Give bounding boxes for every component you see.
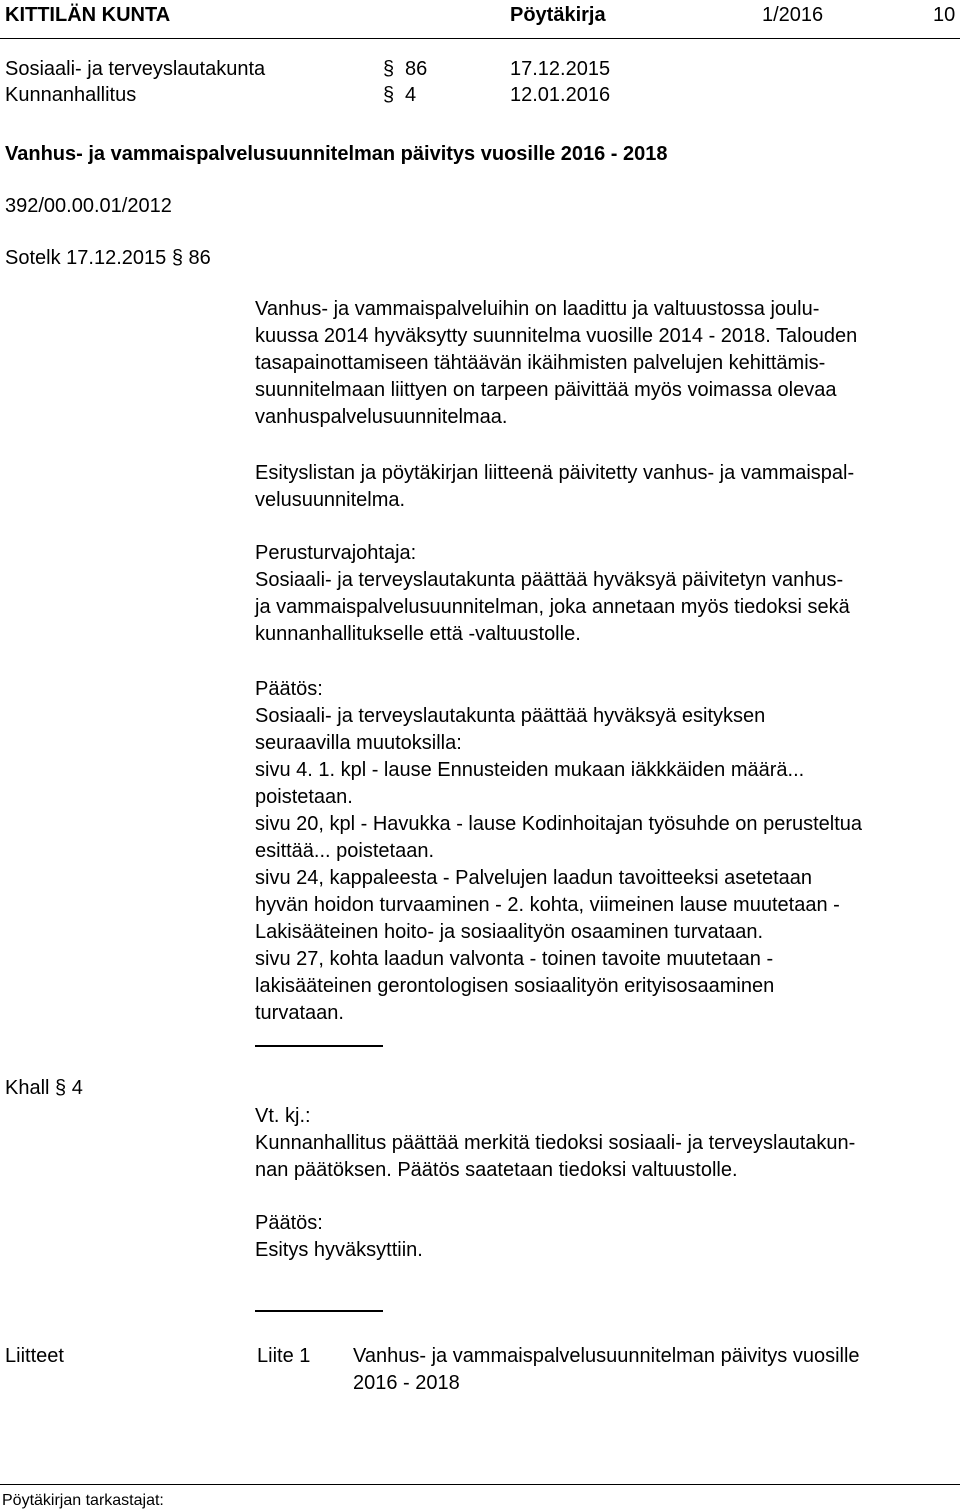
paragraph-line: velusuunnitelma.	[255, 489, 406, 511]
paragraph-line: nan päätöksen. Päätös saatetaan tiedoksi valtuustolle.	[255, 1159, 738, 1181]
body-section-sotelk: 86	[405, 58, 428, 80]
paragraph-line: sivu 27, kohta laadun valvonta - toinen tavoite muutetaan -	[255, 948, 774, 970]
paragraph-line: Lakisääteinen hoito- ja sosiaalityön osaaminen turvataan.	[255, 921, 764, 943]
section-end-divider	[255, 1045, 383, 1047]
attachment-item-label: Liite 1	[257, 1345, 311, 1367]
sotelk-attachment-paragraph	[255, 460, 960, 514]
paragraph-line: vanhuspalvelusuunnitelmaa.	[255, 406, 508, 428]
sotelk-proposal	[255, 540, 960, 648]
decision-text: Esitys hyväksyttiin.	[255, 1239, 423, 1261]
paragraph-line: Sosiaali- ja terveyslautakunta päättää hyväksyä päivitetyn vanhus-	[255, 569, 844, 591]
paragraph-line: Esityslistan ja pöytäkirjan liitteenä päivitetty vanhus- ja vammaispal-	[255, 462, 855, 484]
sotelk-decision	[255, 676, 960, 1027]
body-name-khall: Kunnanhallitus	[5, 84, 137, 106]
paragraph-line: tasapainottamiseen tähtäävän ikäihmisten palvelujen kehittämis-	[255, 352, 826, 374]
paragraph-line: esittää... poistetaan.	[255, 840, 435, 862]
section-end-divider	[255, 1310, 383, 1312]
proposal-heading: Vt. kj.:	[255, 1105, 311, 1127]
document-number: 1/2016	[762, 4, 824, 26]
page-number: 10	[933, 4, 956, 26]
document-type: Pöytäkirja	[510, 4, 606, 26]
paragraph-line: hyvän hoidon turvaaminen - 2. kohta, viimeinen lause muutetaan -	[255, 894, 840, 916]
record-number: 392/00.00.01/2012	[5, 195, 172, 217]
attachment-item-title	[353, 1343, 860, 1397]
body-date-sotelk: 17.12.2015	[510, 58, 611, 80]
section-sign-icon: §	[383, 84, 395, 106]
khall-meeting-label	[5, 1075, 83, 1101]
paragraph-line: sivu 24, kappaleesta - Palvelujen laadun tavoitteeksi asetetaan	[255, 867, 813, 889]
footer-divider	[0, 1484, 960, 1485]
paragraph-line: ja vammaispalvelusuunnitelman, joka annetaan myös tiedoksi sekä	[255, 596, 850, 618]
sotelk-label: Sotelk 17.12.2015	[5, 247, 167, 269]
paragraph-line: suunnitelmaan liittyen on tarpeen päivittää myös voimassa olevaa	[255, 379, 837, 401]
paragraph-line: turvataan.	[255, 1002, 344, 1024]
khall-section: 4	[71, 1077, 83, 1099]
proposal-heading: Perusturvajohtaja:	[255, 542, 417, 564]
section-sign-icon: §	[55, 1077, 67, 1099]
sotelk-meeting-label	[5, 245, 211, 271]
khall-decision	[255, 1210, 960, 1264]
paragraph-line: kunnanhallitukselle että -valtuustolle.	[255, 623, 581, 645]
body-name-sotelk: Sosiaali- ja terveyslautakunta	[5, 58, 266, 80]
khall-label: Khall	[5, 1077, 50, 1099]
header-divider	[0, 38, 960, 39]
paragraph-line: Vanhus- ja vammaispalvelusuunnitelman päivitys vuosille	[353, 1345, 860, 1367]
paragraph-line: Vanhus- ja vammaispalveluihin on laadittu ja valtuustossa joulu-	[255, 298, 820, 320]
paragraph-line: Sosiaali- ja terveyslautakunta päättää hyväksyä esityksen	[255, 705, 766, 727]
paragraph-line: lakisääteinen gerontologisen sosiaalityön erityisosaaminen	[255, 975, 775, 997]
paragraph-line: sivu 4. 1. kpl - lause Ennusteiden mukaan iäkkkäiden määrä...	[255, 759, 805, 781]
khall-proposal	[255, 1103, 960, 1184]
decision-heading: Päätös:	[255, 678, 323, 700]
footer-label: Pöytäkirjan tarkastajat:	[2, 1492, 164, 1509]
page-title: Vanhus- ja vammaispalvelusuunnitelman päivitys vuosille 2016 - 2018	[5, 143, 668, 165]
sotelk-intro-paragraph	[255, 296, 960, 431]
paragraph-line: sivu 20, kpl - Havukka - lause Kodinhoitajan työsuhde on perusteltua	[255, 813, 863, 835]
organization-name: KITTILÄN KUNTA	[5, 4, 171, 26]
section-sign-icon: §	[383, 58, 395, 80]
body-date-khall: 12.01.2016	[510, 84, 611, 106]
sotelk-section: 86	[188, 247, 211, 269]
decision-heading: Päätös:	[255, 1212, 323, 1234]
paragraph-line: poistetaan.	[255, 786, 353, 808]
paragraph-line: Kunnanhallitus päättää merkitä tiedoksi sosiaali- ja terveyslautakun-	[255, 1132, 856, 1154]
paragraph-line: 2016 - 2018	[353, 1372, 460, 1394]
paragraph-line: kuussa 2014 hyväksytty suunnitelma vuosille 2014 - 2018. Talouden	[255, 325, 858, 347]
section-sign-icon: §	[171, 247, 183, 269]
body-section-khall: 4	[405, 84, 417, 106]
paragraph-line: seuraavilla muutoksilla:	[255, 732, 462, 754]
attachments-label: Liitteet	[5, 1345, 64, 1367]
